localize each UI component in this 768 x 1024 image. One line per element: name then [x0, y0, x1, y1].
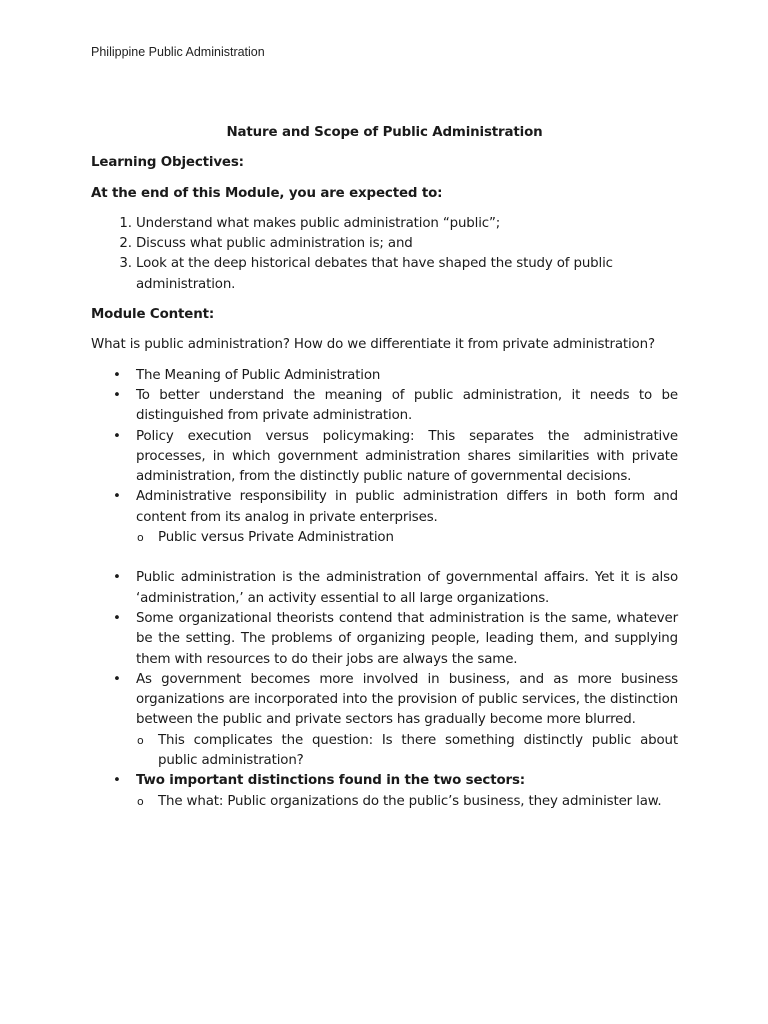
sub-list-a [136, 528, 678, 548]
bullet-icon: • [113, 367, 121, 383]
bullet-icon: • [113, 570, 121, 586]
learning-objectives-heading: Learning Objectives: [91, 155, 244, 171]
bullet-icon: • [113, 610, 121, 626]
bullet-icon: • [113, 489, 121, 505]
expectation-line: At the end of this Module, you are expected to: [91, 185, 443, 201]
list-item-text: The Meaning of Public Administration [136, 367, 381, 383]
bullet-list-a [91, 366, 678, 549]
bullet-icon: • [113, 773, 121, 789]
sub-list-item-text: Public versus Private Administration [158, 530, 394, 546]
list-item-text: To better understand the meaning of public administration, it needs to be distinguished from private administration. [136, 387, 678, 424]
sub-list-c [136, 792, 678, 812]
sub-list-item-text: This complicates the question: Is there something distinctly public about public administration? [158, 732, 678, 769]
bullet-icon: • [113, 387, 121, 403]
objective-item: 3. Look at the deep historical debates that have shaped the study of public administration. [136, 254, 678, 295]
objectives-list [91, 214, 678, 295]
list-item-text: As government becomes more involved in business, and as more business organizations are incorporated into the provision of public services, the distinction between the public and private sectors has gradually become more blurred. [136, 671, 678, 728]
sub-list-item [136, 792, 678, 812]
objective-item: 1. Understand what makes public administration “public”; [136, 214, 678, 234]
bullet-icon: • [113, 428, 121, 444]
list-item [91, 771, 678, 812]
list-item [91, 427, 678, 488]
document-body [91, 123, 678, 812]
list-item-text: Two important distinctions found in the two sectors: [136, 773, 525, 789]
list-item-text: Some organizational theorists contend that administration is the same, whatever be the setting. The problems of organizing people, leading them, and supplying them with resources to do their jobs are always the same. [136, 610, 678, 667]
document-title: Nature and Scope of Public Administration [226, 125, 543, 140]
sub-list-item [136, 731, 678, 772]
list-item-text: Public administration is the administration of governmental affairs. Yet it is also ‘administration,’ an activity essential to all large organizations. [136, 570, 678, 606]
list-item [91, 609, 678, 670]
list-item [91, 568, 678, 609]
sub-bullet-icon: o [137, 733, 144, 747]
sub-bullet-icon: o [137, 531, 144, 545]
spacer [91, 548, 678, 568]
module-content-heading: Module Content: [91, 307, 215, 323]
list-item-text: Policy execution versus policymaking: This separates the administrative processes, in which government administration shares similarities with private administration, from the distinctly public nature of governmental decisions. [136, 428, 678, 485]
list-item-text: Administrative responsibility in public administration differs in both form and content from its analog in private enterprises. [136, 489, 678, 525]
running-header: Philippine Public Administration [91, 45, 265, 59]
sub-list-item [136, 528, 678, 548]
objective-item: 2. Discuss what public administration is; and [136, 234, 678, 254]
sub-bullet-icon: o [137, 794, 144, 808]
list-item [91, 487, 678, 548]
sub-list-b [136, 731, 678, 772]
bullet-icon: • [113, 671, 121, 687]
sub-list-item-text: The what: Public organizations do the public’s business, they administer law. [158, 793, 662, 809]
bullet-list-b [91, 568, 678, 812]
list-item [91, 366, 678, 386]
intro-question: What is public administration? How do we differentiate it from private administration? [91, 337, 655, 353]
list-item [91, 670, 678, 771]
list-item [91, 386, 678, 427]
